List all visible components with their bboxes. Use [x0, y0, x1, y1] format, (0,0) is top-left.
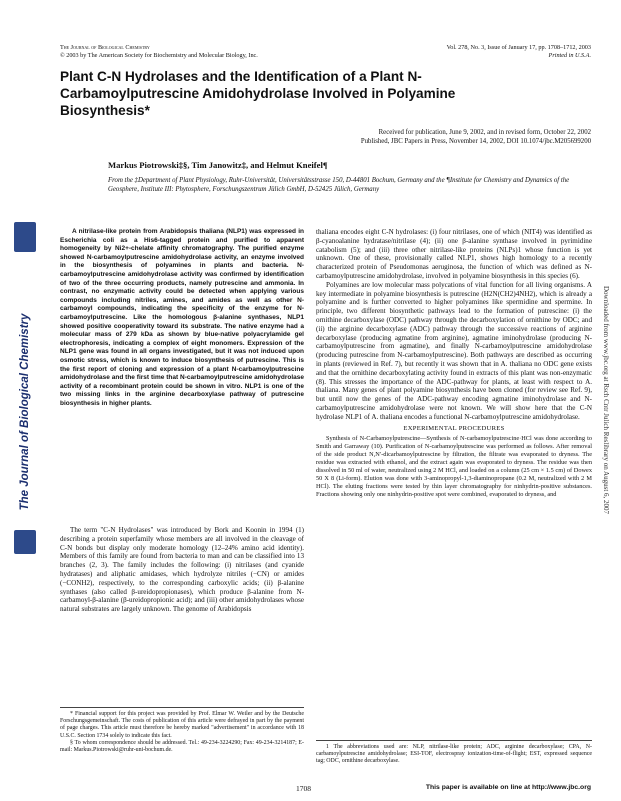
publication-dates [361, 128, 591, 146]
footnote-abbreviations: 1 The abbreviations used are: NLP, nitrilase-like protein; ADC, arginine decarboxylase; CPA, N-carbamoylputrescine amidohydrolase; ESI-TOF, electrospray ionization-time-of-flight; EST, expressed sequence tag; ODC, ornithine decarboxylase. [316, 744, 592, 765]
article-title: Plant C-N Hydrolases and the Identification of a Plant N-Carbamoylputrescine Amidohydrolase Involved in Polyamine Biosynthesis* [60, 69, 456, 118]
page-number: 1708 [296, 784, 311, 793]
journal-name: The Journal of Biological Chemistry [60, 44, 150, 51]
intro-paragraph-2: Polyamines are low molecular mass polycations of vital function for all living organisms. A key intermediate in polyamine biosynthesis is putrescine (H2N(CH2)4NH2), which is already a polyamine and is further converted to higher polyamines like spermidine and spermine. In principle, two different biosynthetic pathways lead to the formation of putrescine: (i) the ornithine decarboxylase (ODC) pathway through the decarboxylation of ornithine by ODC; and (ii) the arginine decarboxylase (ADC) pathway through the successive reactions of arginine decarboxylase (producing agmatine from arginine), agmatine iminohydrolase (producing N-carbamoylputrescine from agmatine), and finally N-carbamoylputrescine amidohydrolase (producing putrescine from N-carbamoylputrescine). Both pathways are described as occurring in plants (reviewed in Ref. 7), but recently it was shown that in A. thaliana no ODC gene exists and that the ornithine decarboxylating activity found in extracts of this plant was non-enzymatic (8). This stresses the importance of the ADC-pathway for plants, at least with respect to A. thaliana. Many genes of plant polyamine biosynthesis have been cloned (for review see Ref. 9), but until now the genes of the ADC-pathway encoding agmatine iminohydrolase and N-carbamoylputrescine amidohydrolase were not known. We will show here that the C-N hydrolase NLP1 of A. thaliana encodes a functional N-carbamoylputrescine amidohydrolase. [316, 280, 592, 421]
methods-paragraph: Synthesis of N-Carbamoylputrescine—Synthesis of N-carbamoylputrescine·HCl was done according to Smith and Garraway (10). Purification of N-carbamoylputrescine was performed as follows. After removal of the side product N,N′-dicarbamoylputrescine by filtration, the filtrate was evaporated to dryness. The residue was extracted with ethanol, and the extract again was evaporated to dryness. The residue was then dissolved in 50 ml of water, neutralized using 2 M HCl, and loaded on a column (25 cm × 1.5 cm) of Dowex 50 X 8 (Li-form). Elution was done with 3-aminopropyl-1,3-diaminopropane (0.2 M, neutralized with 2 M HCl). The eluting fractions were tested by thin layer chromatography for ninhydrin-positive substances. Fractions showing only one ninhydrin-positive spot were combined, evaporated to dryness, and [316, 435, 592, 499]
footnotes-right [316, 740, 592, 766]
journal-sidebar-logo [12, 222, 38, 562]
right-column [316, 228, 592, 499]
sidebar-journal-name: The Journal of Biological Chemistry [19, 313, 31, 511]
jbc-logo-icon [14, 530, 36, 554]
asbmb-logo-icon [14, 222, 36, 252]
journal-copyright: © 2003 by The American Society for Biochemistry and Molecular Biology, Inc. [60, 52, 258, 59]
intro-paragraph-1: thaliana encodes eight C-N hydrolases: (i) four nitrilases, one of which (NIT4) was identified as β-cyanoalanine hydratase/nitrilase (4); (ii) one β-alanine synthase involved in pyrimidine catabolism (5); and (iii) three other nitrilase-like proteins (NLPs)1 whose function is yet unknown. One of these, provisionally called NLP1, shows high homology to a recently characterized protein of Pseudomonas aeruginosa, the function of which was defined as N-carbamoylputrescine amidohydrolase, involved in polyamine biosynthesis in this species (6). [316, 228, 592, 280]
author-list: Markus Piotrowski‡§, Tim Janowitz‡, and Helmut Kneifel¶ [108, 160, 328, 170]
availability-notice: This paper is available on line at http://www.jbc.org [425, 784, 591, 791]
footnote-funding: * Financial support for this project was provided by Prof. Elmar W. Weiler and by the Deutsche Forschungsgemeinschaft. The costs of publication of this article were defrayed in part by the payment of page charges. This article must therefore be hereby marked "advertisement" in accordance with 18 U.S.C. Section 1734 solely to indicate this fact. [60, 711, 304, 739]
section-heading: EXPERIMENTAL PROCEDURES [403, 424, 505, 432]
printed-in: Printed in U.S.A. [548, 52, 591, 59]
abstract: A nitrilase-like protein from Arabidopsis thaliana (NLP1) was expressed in Escherichia coli as a His6-tagged protein and purified to apparent homogeneity by Ni2+-chelate affinity chromatography. The purified enzyme showed N-carbamoylputrescine amidohydrolase activity, an enzyme involved in the biosynthesis of polyamines in plants and bacteria. N-carbamoylputrescine amidohydrolase activity was confirmed by identification of two of the three occurring products, namely putrescine and ammonia. In contrast, no enzymatic activity could be detected when applying various compounds including nitriles, amines, and amides as well as other N-carbamoyl compounds, indicating the specificity of the enzyme for N-carbamoylputrescine. Like the homologous β-alanine synthases, NLP1 showed positive cooperativity toward its substrate. The native enzyme had a molecular mass of 279 kDa as shown by blue-native polyacrylamide gel electrophoresis, indicating a complex of eight monomers. Expression of the NLP1 gene was found in all organs investigated, but it was not induced upon osmotic stress, which is known to induce biosynthesis of putrescine. This is the first report of cloning and expression of a plant N-carbamoylputrescine amidohydrolase and the first time that N-carbamoylputrescine amidohydrolase activity of a recombinant protein could be shown in vitro. NLP1 is one of the two missing links in the arginine decarboxylase pathway of putrescine biosynthesis in higher plants. [60, 228, 304, 407]
affiliation: From the ‡Department of Plant Physiology, Ruhr-Universität, Universitätsstrasse 150, D-44801 Bochum, Germany and the ¶Institute for Chemistry and Dynamics of the Geosphere, Institute III: Phytosphere, Forschungszentrum Jülich GmbH, D-52425 Jülich, Germany [108, 177, 570, 193]
download-notice: Downloaded from www.jbc.org at Rsch Cntr Julich Reslibrary on August 6, 2007 [602, 285, 610, 515]
journal-header-left [60, 44, 258, 60]
published-info: Published, JBC Papers in Press, November 14, 2002, DOI 10.1074/jbc.M205699200 [360, 138, 591, 145]
introduction-left-column: The term "C-N Hydrolases" was introduced by Bork and Koonin in 1994 (1) describing a protein superfamily whose members are all involved in the cleavage of C-N bonds but display only moderate homology (12–24% amino acid identity). Members of this family are found from bacteria to man and can be classified into 13 branches (2, 3). The family includes the following: (i) nitrilases (and cyanide hydratases) and aliphatic amidases, which hydrolyze nitriles (−CN) or amides (−CONH2), respectively, to the corresponding carboxylic acids; (ii) β-alanine synthases (also called β-ureidopropionases), which produce β-alanine from N-carbamoyl-β-alanine (β-ureidopropionic acid); and (iii) other amidohydrolases whose natural substrates are largely unknown. The genome of Arabidopsis [60, 526, 304, 614]
footnote-correspondence: § To whom correspondence should be addressed. Tel.: 49-234-3224290; Fax: 49-234-3214187; E-mail: Markus.Piotrowski@ruhr-uni-bochum.de. [60, 739, 304, 754]
footnotes-left [60, 707, 304, 754]
issue-info: Vol. 278, No. 3, Issue of January 17, pp. 1708–1712, 2003 [446, 44, 591, 51]
journal-header-right [447, 44, 591, 60]
received-date: Received for publication, June 9, 2002, and in revised form, October 22, 2002 [378, 129, 591, 136]
